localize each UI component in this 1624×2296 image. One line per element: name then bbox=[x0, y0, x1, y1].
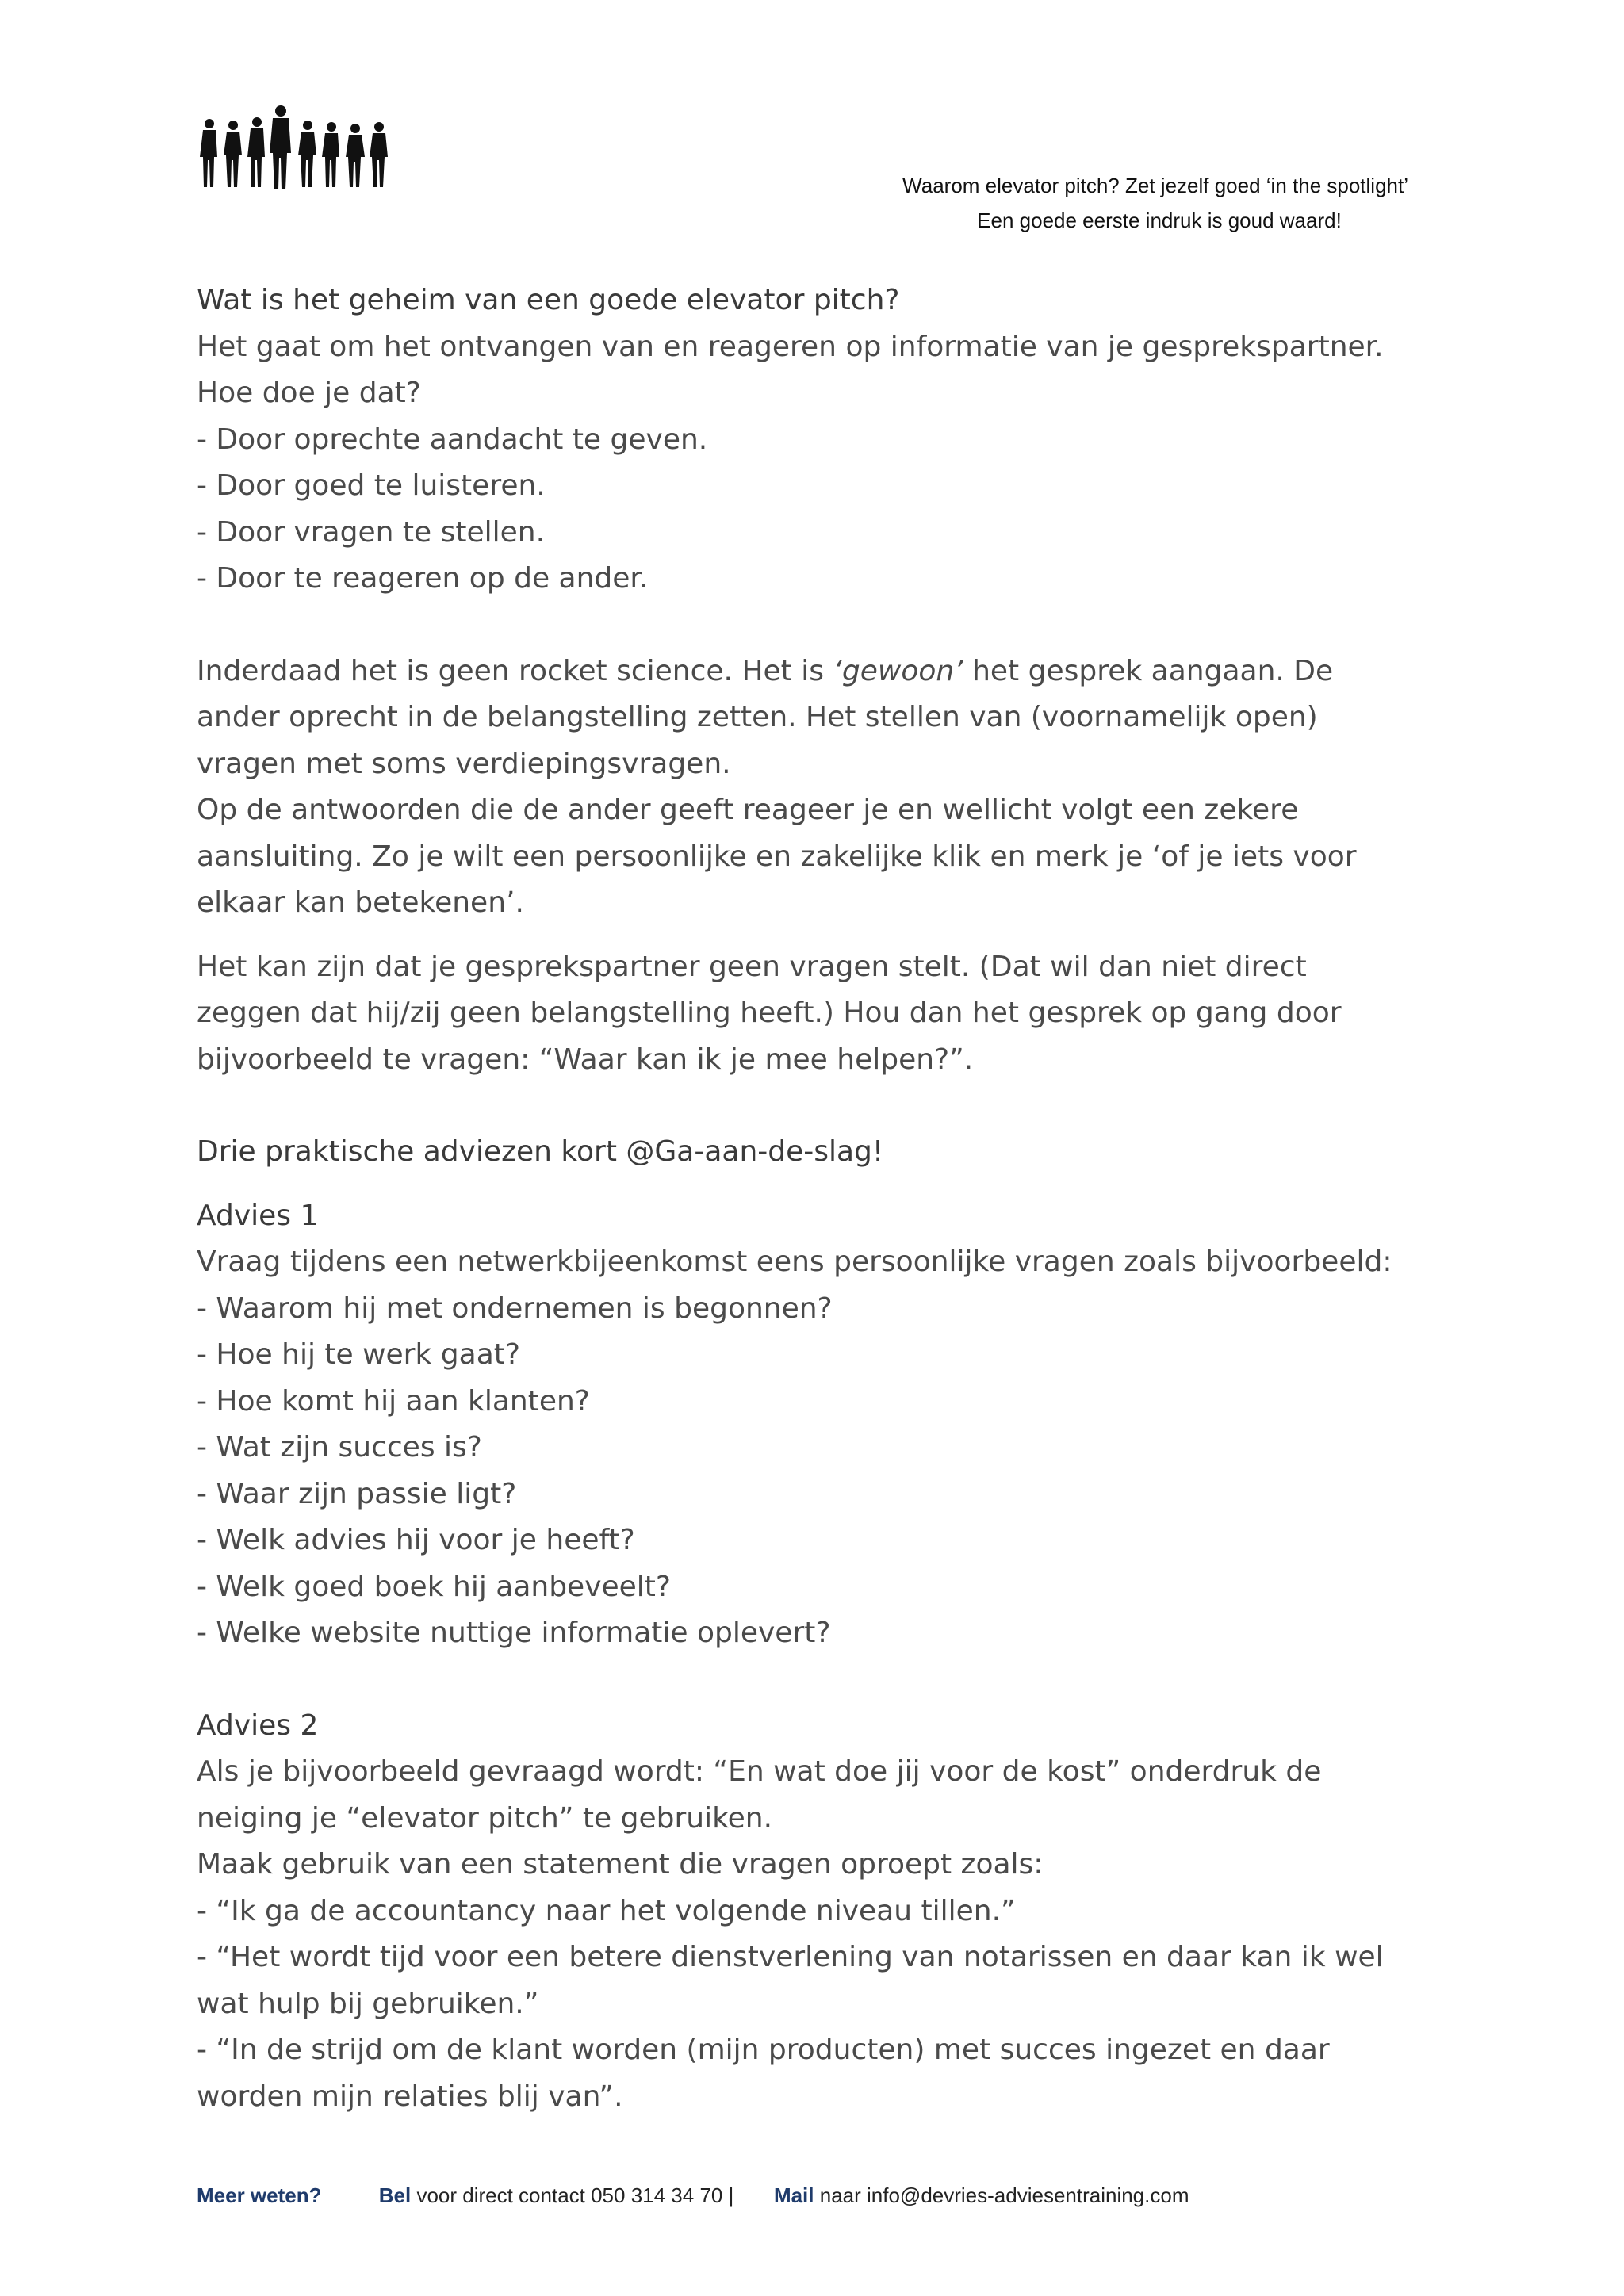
list-item: - Hoe komt hij aan klanten? bbox=[197, 1384, 590, 1418]
list-item: - “Het wordt tijd voor een betere dienstverlening van notarissen en daar kan ik wel bbox=[197, 1941, 1384, 1973]
footer-email-text[interactable]: naar info@devries-adviesentraining.com bbox=[814, 2183, 1189, 2207]
paragraph-line: Het gaat om het ontvangen van en reageren op informatie van je gesprekspartner. bbox=[197, 330, 1384, 363]
paragraph-line: worden mijn relaties blij van”. bbox=[197, 2080, 623, 2113]
list-item: - Welk goed boek hij aanbeveelt? bbox=[197, 1570, 672, 1603]
list-item: - Door vragen te stellen. bbox=[197, 515, 546, 549]
list-item: - Wat zijn succes is? bbox=[197, 1431, 482, 1464]
paragraph-line: ander oprecht in de belangstelling zetten. Het stellen van (voornamelijk open) bbox=[197, 701, 1318, 733]
text-span: het gesprek aangaan. De bbox=[963, 654, 1334, 687]
paragraph-line: aansluiting. Zo je wilt een persoonlijke en zakelijke klik en merk je ‘of je iets voor bbox=[197, 840, 1357, 873]
footer-label-bel: Bel bbox=[378, 2183, 412, 2207]
header-tagline bbox=[695, 168, 1408, 238]
list-item: - Waar zijn passie ligt? bbox=[197, 1477, 517, 1510]
paragraph-line: Hoe doe je dat? bbox=[197, 377, 421, 409]
list-item: - Welke website nuttige informatie oplevert? bbox=[197, 1617, 831, 1649]
paragraph-line: neiging je “elevator pitch” te gebruiken. bbox=[197, 1801, 773, 1835]
list-item: - Door te reageren op de ander. bbox=[197, 562, 649, 595]
paragraph-line: Als je bijvoorbeeld gevraagd wordt: “En wat doe jij voor de kost” onderdruk de bbox=[197, 1755, 1322, 1788]
italic-text: ‘gewoon’ bbox=[833, 654, 963, 687]
tagline-title: Waarom elevator pitch? bbox=[902, 174, 1120, 197]
list-item: - Waarom hij met ondernemen is begonnen? bbox=[197, 1292, 833, 1325]
advies-heading: Advies 2 bbox=[197, 1709, 319, 1742]
section-heading: Wat is het geheim van een goede elevator pitch? bbox=[197, 284, 900, 316]
paragraph-line: vragen met soms verdiepingsvragen. bbox=[197, 747, 731, 780]
paragraph-line: Het kan zijn dat je gesprekspartner geen vragen stelt. (Dat wil dan niet direct bbox=[197, 950, 1307, 983]
tagline-line-2: Een goede eerste indruk is goud waard! bbox=[977, 209, 1342, 232]
paragraph-line: wat hulp bij gebruiken.” bbox=[197, 1987, 539, 2020]
advies-heading: Advies 1 bbox=[197, 1199, 319, 1232]
footer-label-meer-weten: Meer weten? bbox=[197, 2183, 322, 2207]
footer-label-mail: Mail bbox=[773, 2183, 814, 2207]
paragraph-line: Maak gebruik van een statement die vragen oproept zoals: bbox=[197, 1848, 1044, 1881]
people-silhouettes-logo bbox=[198, 101, 401, 193]
list-item: - “In de strijd om de klant worden (mijn producten) met succes ingezet en daar bbox=[197, 2034, 1330, 2066]
paragraph-line: zeggen dat hij/zij geen belangstelling heeft.) Hou dan het gesprek op gang door bbox=[197, 997, 1342, 1029]
paragraph-line: Vraag tijdens een netwerkbijeenkomst eens persoonlijke vragen zoals bijvoorbeeld: bbox=[197, 1246, 1392, 1278]
list-item: - Hoe hij te werk gaat? bbox=[197, 1338, 520, 1371]
section-heading: Drie praktische adviezen kort @Ga-aan-de-slag! bbox=[197, 1135, 884, 1168]
list-item: - Door goed te luisteren. bbox=[197, 469, 546, 502]
list-item: - Door oprechte aandacht te geven. bbox=[197, 423, 708, 456]
tagline-rest: Zet jezelf goed ‘in the spotlight’ bbox=[1119, 174, 1408, 197]
list-item: - Welk advies hij voor je heeft? bbox=[197, 1524, 635, 1556]
list-item: - “Ik ga de accountancy naar het volgende niveau tillen.” bbox=[197, 1894, 1016, 1927]
page-footer bbox=[197, 2183, 1465, 2208]
paragraph-line: Op de antwoorden die de ander geeft reageer je en wellicht volgt een zekere bbox=[197, 794, 1299, 826]
paragraph-line bbox=[197, 649, 1450, 695]
tagline-line-1 bbox=[695, 168, 1408, 203]
paragraph-line: elkaar kan betekenen’. bbox=[197, 886, 524, 919]
footer-phone-text: voor direct contact 050 314 34 70 | bbox=[411, 2183, 734, 2207]
paragraph-line: bijvoorbeeld te vragen: “Waar kan ik je mee helpen?”. bbox=[197, 1043, 974, 1076]
text-span: Inderdaad het is geen rocket science. Het is bbox=[197, 654, 833, 687]
document-body bbox=[197, 277, 1450, 2120]
